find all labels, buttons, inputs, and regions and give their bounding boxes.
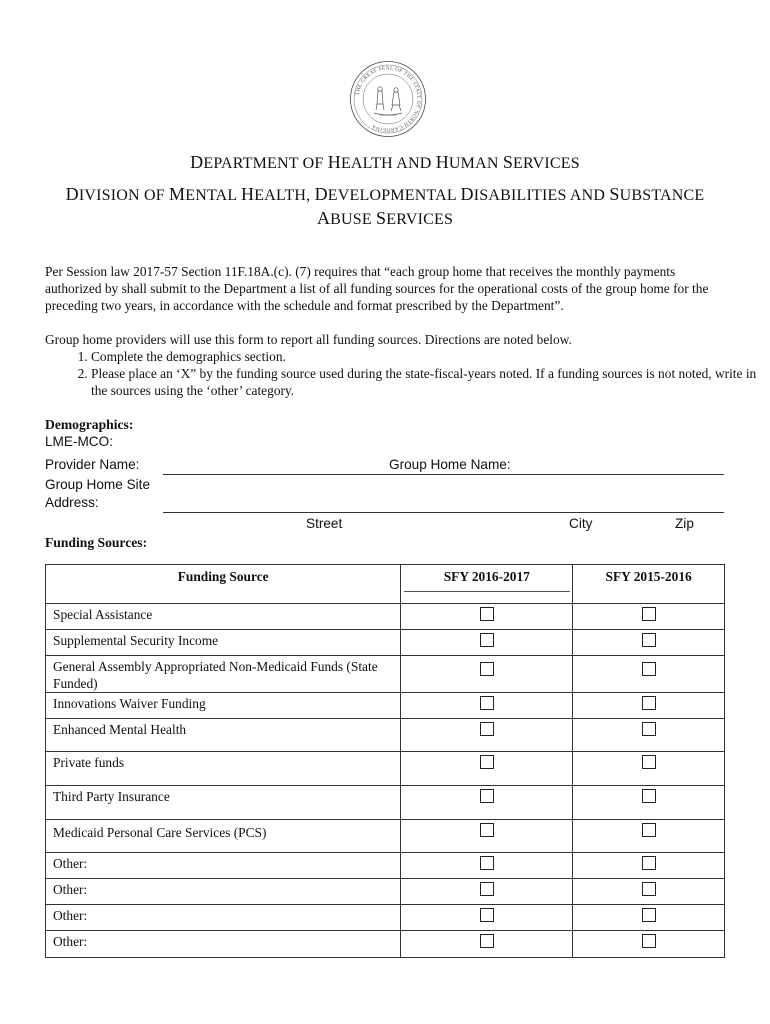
funding-source-name: Other: — [46, 905, 401, 931]
checkbox-sfy-2015-2016[interactable] — [642, 856, 656, 870]
table-row — [46, 786, 725, 820]
funding-source-name: Innovations Waiver Funding — [46, 693, 401, 719]
table-row — [46, 752, 725, 786]
checkbox-sfy-2015-2016[interactable] — [642, 722, 656, 736]
checkbox-sfy-2015-2016[interactable] — [642, 607, 656, 621]
table-row — [46, 853, 725, 879]
funding-source-name: Third Party Insurance — [46, 786, 401, 820]
state-seal-image — [349, 60, 427, 138]
table-row — [46, 879, 725, 905]
funding-source-name: Other: — [46, 931, 401, 958]
group-home-name-label: Group Home Name: — [389, 457, 511, 472]
lme-mco-label: LME-MCO: — [45, 434, 113, 449]
funding-source-name: Other: — [46, 853, 401, 879]
table-row — [46, 693, 725, 719]
checkbox-sfy-2016-2017[interactable] — [480, 696, 494, 710]
instructions-lead: Group home providers will use this form to report all funding sources. Directions are noted below. — [45, 332, 572, 347]
table-header-row — [46, 565, 725, 604]
checkbox-sfy-2016-2017[interactable] — [480, 934, 494, 948]
funding-source-name: Private funds — [46, 752, 401, 786]
funding-source-name: Medicaid Personal Care Services (PCS) — [46, 820, 401, 853]
table-row — [46, 656, 725, 693]
site-address-label-continued: Address: — [45, 495, 99, 510]
funding-source-name: Enhanced Mental Health — [46, 719, 401, 752]
instruction-step: 1. Complete the demographics section. — [91, 348, 770, 365]
checkbox-sfy-2015-2016[interactable] — [642, 823, 656, 837]
checkbox-sfy-2016-2017[interactable] — [480, 662, 494, 676]
site-address-field[interactable] — [163, 512, 724, 513]
checkbox-sfy-2015-2016[interactable] — [642, 789, 656, 803]
table-row — [46, 905, 725, 931]
checkbox-sfy-2016-2017[interactable] — [480, 882, 494, 896]
division-title-continued: ABUSE SERVICES — [316, 208, 454, 228]
column-header-sfy-2015-2016: SFY 2015-2016 — [573, 565, 725, 604]
checkbox-sfy-2016-2017[interactable] — [480, 823, 494, 837]
svg-text:THE GREAT SEAL OF THE STATE OF: THE GREAT SEAL OF THE STATE OF NORTH CAROLINA — [354, 65, 422, 133]
demographics-heading: Demographics: — [45, 417, 134, 432]
street-label: Street — [306, 516, 343, 531]
checkbox-sfy-2016-2017[interactable] — [480, 789, 494, 803]
funding-sources-heading: Funding Sources: — [45, 535, 148, 550]
checkbox-sfy-2016-2017[interactable] — [480, 722, 494, 736]
city-label: City — [569, 516, 593, 531]
checkbox-sfy-2015-2016[interactable] — [642, 755, 656, 769]
funding-source-name: Other: — [46, 879, 401, 905]
checkbox-sfy-2016-2017[interactable] — [480, 908, 494, 922]
funding-source-name: Supplemental Security Income — [46, 630, 401, 656]
instruction-step: 2. Please place an ‘X” by the funding source used during the state-fiscal-years noted. If a funding sources is not noted, write in the sources using the ‘other’ category. — [91, 365, 770, 399]
column-header-sfy-2016-2017: SFY 2016-2017 — [401, 565, 573, 604]
checkbox-sfy-2016-2017[interactable] — [480, 856, 494, 870]
checkbox-sfy-2015-2016[interactable] — [642, 662, 656, 676]
table-row — [46, 630, 725, 656]
zip-label: Zip — [675, 516, 694, 531]
site-address-label: Group Home Site — [45, 477, 151, 492]
table-row — [46, 820, 725, 853]
table-row — [46, 604, 725, 630]
funding-source-name: Special Assistance — [46, 604, 401, 630]
checkbox-sfy-2016-2017[interactable] — [480, 633, 494, 647]
column-header-funding-source: Funding Source — [46, 565, 401, 604]
checkbox-sfy-2015-2016[interactable] — [642, 934, 656, 948]
instruction-steps — [45, 348, 770, 399]
department-title: DEPARTMENT OF HEALTH AND HUMAN SERVICES — [190, 152, 580, 172]
funding-source-name: General Assembly Appropriated Non-Medicaid Funds (State Funded) — [46, 656, 401, 693]
provider-name-field[interactable] — [163, 474, 724, 475]
checkbox-sfy-2015-2016[interactable] — [642, 633, 656, 647]
checkbox-sfy-2016-2017[interactable] — [480, 607, 494, 621]
provider-name-label: Provider Name: — [45, 457, 140, 472]
table-row — [46, 931, 725, 958]
division-title: DIVISION OF MENTAL HEALTH, DEVELOPMENTAL DISABILITIES AND SUBSTANCE — [65, 184, 705, 204]
funding-sources-table — [45, 564, 725, 958]
table-row — [46, 719, 725, 752]
checkbox-sfy-2016-2017[interactable] — [480, 755, 494, 769]
checkbox-sfy-2015-2016[interactable] — [642, 696, 656, 710]
checkbox-sfy-2015-2016[interactable] — [642, 882, 656, 896]
checkbox-sfy-2015-2016[interactable] — [642, 908, 656, 922]
intro-paragraph: Per Session law 2017-57 Section 11F.18A.(c). (7) requires that “each group home that receives the monthly payments authorized by shall submit to the Department a list of all funding sources for the operational costs of the group home for the preceding two years, in accordance with the schedule and format prescribed by the Department”. — [45, 264, 709, 313]
